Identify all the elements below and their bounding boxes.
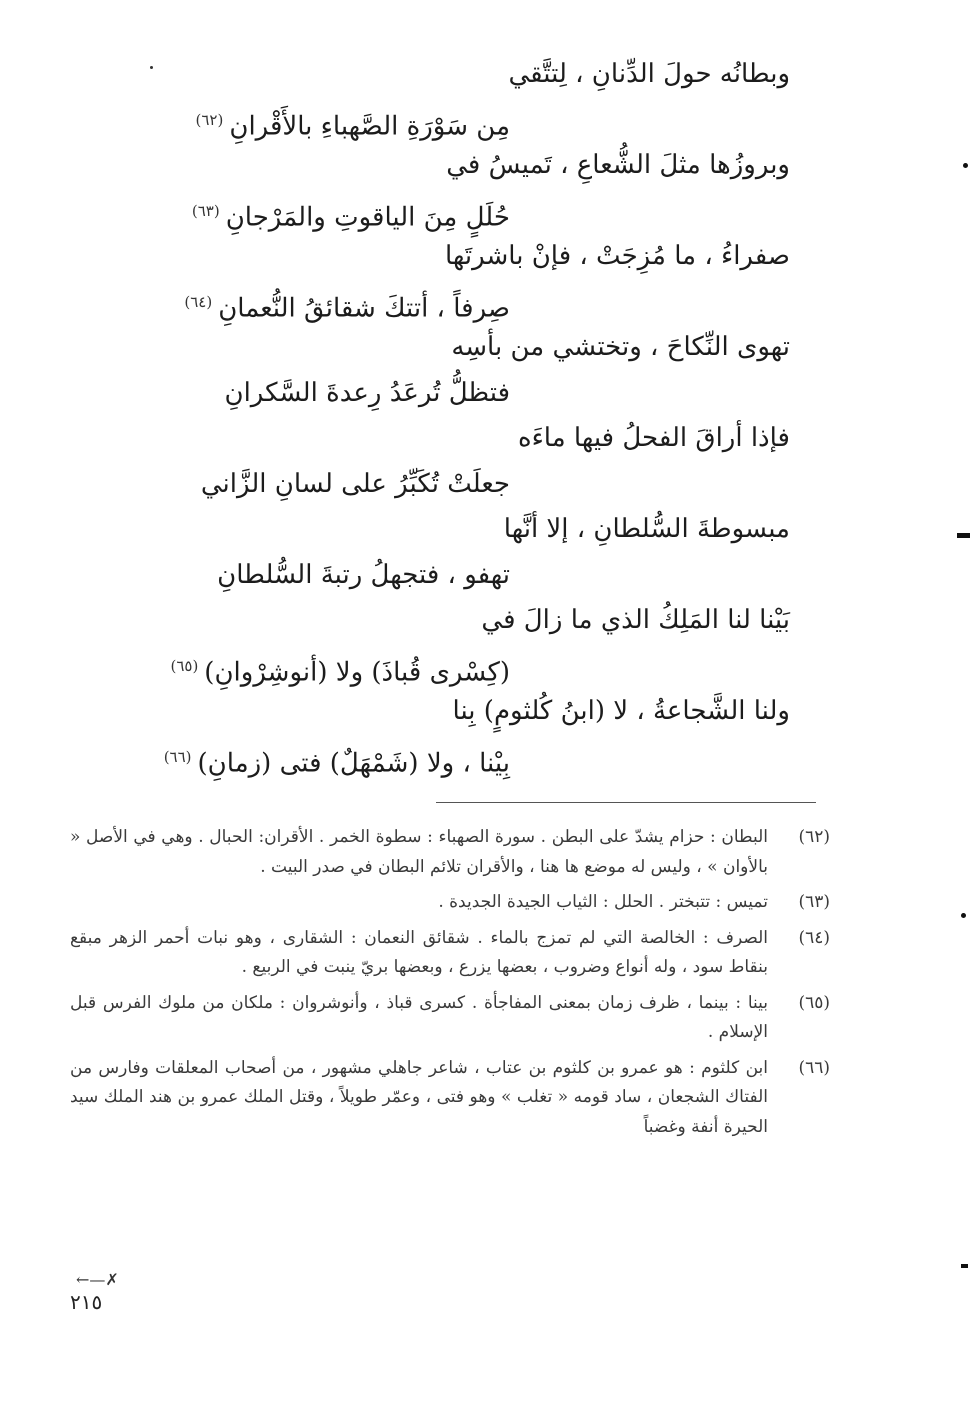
verse-5-second-hemistich: جعلَتْ تُكَبِّرُ على لسانِ الزَّاني	[200, 468, 510, 499]
verse-1-first-hemistich: وبطانُه حولَ الدِّنانِ ، لِتتَّقي	[508, 59, 790, 89]
footnote-number: (٦٥)	[798, 992, 830, 1013]
verse-2-first-hemistich: وبروزُها مثلَ الشُّعاعِ ، تَميسُ في	[446, 150, 790, 180]
footnote-number: (٦٤)	[798, 927, 830, 948]
footnote-number: (٦٦)	[798, 1057, 830, 1078]
footnote-ref-63: (٦٣)	[191, 201, 220, 220]
verse-3-first-hemistich: صفراءُ ، ما مُزِجَتْ ، فإنْ باشرتَها	[445, 241, 790, 271]
footnote-ref-62: (٦٢)	[195, 110, 224, 129]
footnote-ref-64: (٦٤)	[184, 292, 213, 311]
verse-2-second-hemistich: حُلَلٍ مِنَ الياقوتِ والمَرْجانِ$^{(٦٣)}$	[191, 201, 510, 233]
footnote-62	[70, 823, 830, 882]
footnote-text: ابن كلثوم : هو عمرو بن كلثوم بن عتاب ، شاعر جاهلي مشهور ، من أصحاب المعلقات وفارس من الفتاك الشجعان ، ساد قومه « تغلب » وهو فتى ، وعمّر طويلاً ، وقتل الملك عمرو بن هند الملك سيد الحيرة أنفة وغضباً	[70, 1057, 768, 1137]
margin-mark	[963, 163, 968, 168]
continuation-arrow-icon: ←—✗	[76, 1270, 119, 1289]
footnote-number: (٦٣)	[798, 892, 830, 912]
footnote-number: (٦٢)	[798, 827, 830, 847]
verse-5-first-hemistich: فإذا أراقَ الفحلُ فيها ماءَه	[517, 423, 790, 453]
verse-6-first-hemistich: مبسوطةَ السُّلطانِ ، إلا أنَّها	[503, 514, 790, 544]
verse-8-second-hemistich: بِيْنا ، ولا (شَمْهَلٌ) فتى (زمانِ)$^{(٦٦)}$	[163, 747, 510, 779]
verse-1-second-hemistich: مِن سَوْرَةِ الصَّهباءِ بالأَقْرانِ$^{(٦٢)}$	[195, 110, 510, 142]
margin-mark	[957, 533, 970, 538]
verse-3-second-hemistich: صِرفاً ، أتتكَ شقائقُ النُّعمانِ$^{(٦٤)}$	[184, 292, 510, 324]
verse-6-second-hemistich: تهفو ، فتجهلُ رتبةَ السُّلطانِ	[217, 559, 510, 590]
footnote-text: تميس : تتبختر . الحلل : الثياب الجيدة الجديدة .	[438, 892, 768, 912]
verse-7-first-hemistich: بَيْنا لنا المَلِكُ الذي ما زالَ في	[481, 605, 790, 635]
footnote-66	[70, 1054, 830, 1143]
footnote-text: بينا : بينما ، ظرف زمان بمعنى المفاجأة . كسرى قباذ ، وأنوشروان : ملكان من ملوك الفرس قبل الإسلام .	[70, 992, 768, 1042]
footnote-text: البطان : حزام يشدّ على البطن . سورة الصهباء : سطوة الخمر . الأقران: الحبال . وهي في الأصل « بالأوان » ، وليس له موضع ها هنا ، والأقران تلائم البطان في صدر البيت .	[70, 827, 768, 877]
footnote-text: الصرف : الخالصة التي لم تمزج بالماء . شقائق النعمان : الشقارى ، وهو نبات أحمر الزهر مبقع بنقاط سود ، وله أنواع وضروب ، بعضها يزرع ، وبعضها بريّ ينبت في الربيع .	[70, 927, 768, 977]
footnotes	[70, 823, 830, 1148]
margin-mark	[961, 913, 966, 918]
footnote-63	[70, 888, 830, 918]
page-number: ٢١٥	[70, 1290, 103, 1314]
footnote-ref-65: (٦٥)	[170, 656, 199, 675]
poem	[70, 52, 800, 780]
footnote-65	[70, 989, 830, 1048]
verse-8-first-hemistich: ولنا الشَّجاعةُ ، لا (ابنُ كُلثومٍ) بِنا	[452, 696, 790, 726]
footnote-ref-66: (٦٦)	[163, 747, 192, 766]
footnote-separator	[436, 802, 816, 803]
footnote-64	[70, 924, 830, 983]
verse-7-second-hemistich: (كِسْرى قُباذَ) ولا (أنوشِرْوانِ)$^{(٦٥)}$	[170, 656, 510, 688]
verse-4-second-hemistich: فتظلُّ تُرعَدُ رِعدةَ السَّكرانِ	[224, 377, 510, 408]
verse-4-first-hemistich: تهوى النِّكاحَ ، وتختشي من بأسِه	[451, 332, 790, 362]
margin-mark	[961, 1264, 968, 1268]
